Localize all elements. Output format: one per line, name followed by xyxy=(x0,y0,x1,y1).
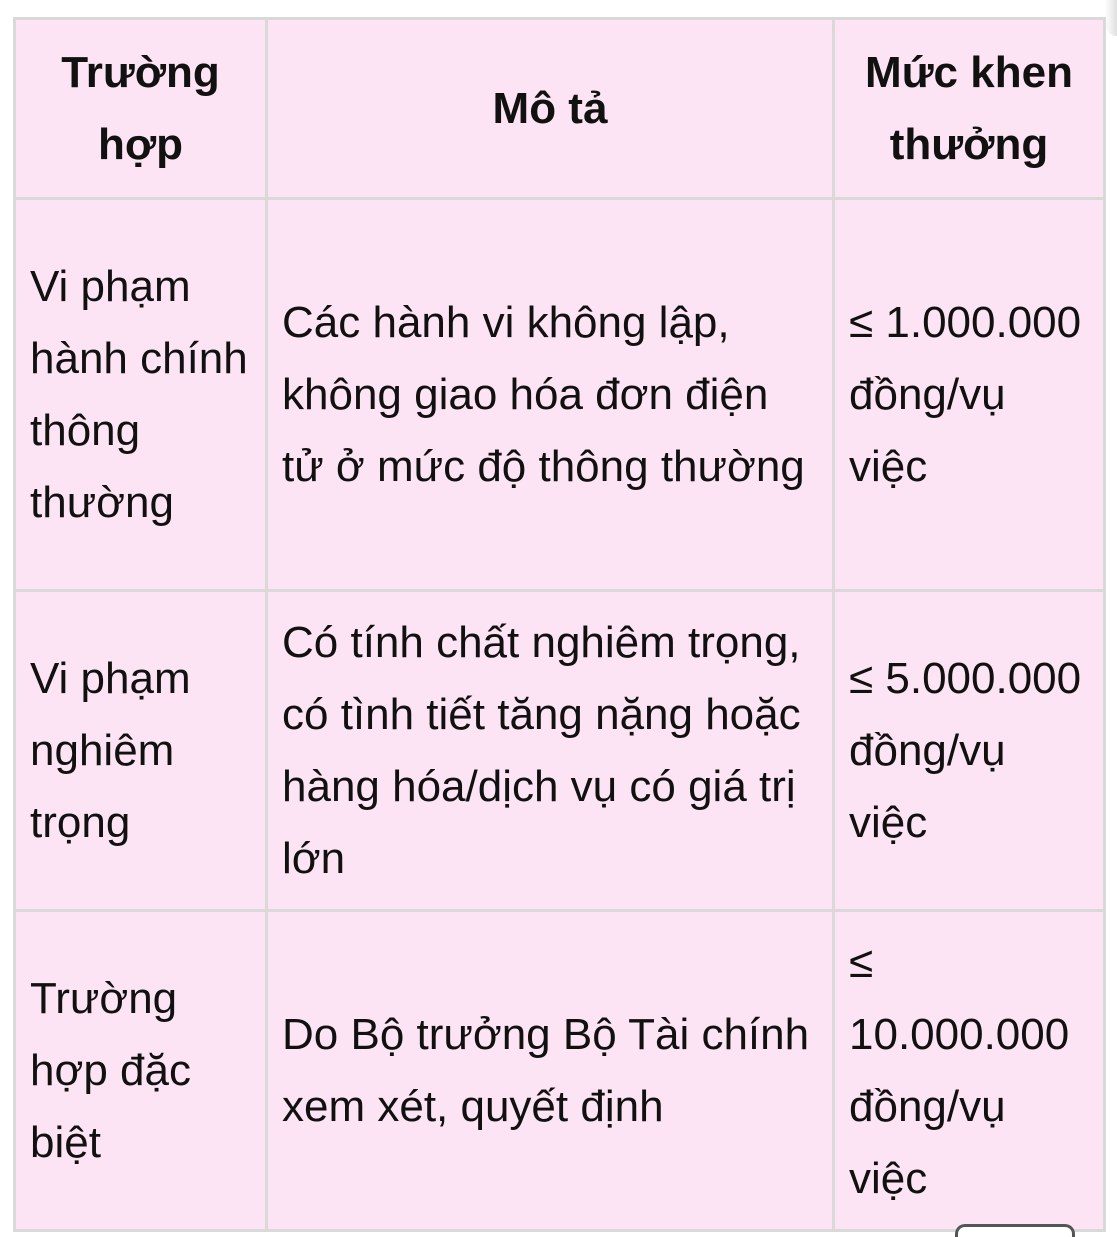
header-case xyxy=(15,19,267,199)
reward-text: ≤ 5.000.000 đồng/vụ việc xyxy=(849,653,1082,847)
header-description xyxy=(267,19,834,199)
header-reward xyxy=(834,19,1105,199)
description-text: Do Bộ trưởng Bộ Tài chính xem xét, quyết định xyxy=(282,1009,810,1131)
cell-description xyxy=(267,591,834,911)
table-header-row xyxy=(15,19,1105,199)
reward-text: ≤ 1.000.000 đồng/vụ việc xyxy=(849,297,1082,491)
cell-reward xyxy=(834,199,1105,591)
scroll-edge-shadow xyxy=(1105,0,1117,36)
case-text: Vi phạm nghiêm trọng xyxy=(30,653,191,847)
table-row xyxy=(15,911,1105,1231)
case-text: Trường hợp đặc biệt xyxy=(30,973,191,1167)
header-description-label: Mô tả xyxy=(492,83,608,133)
header-reward-label: Mức khen thưởng xyxy=(865,47,1073,169)
cell-description xyxy=(267,911,834,1231)
description-text: Các hành vi không lập, không giao hóa đơn điện tử ở mức độ thông thường xyxy=(282,297,805,491)
cell-case xyxy=(15,199,267,591)
cell-case xyxy=(15,911,267,1231)
cell-reward xyxy=(834,911,1105,1231)
reward-table xyxy=(13,17,1106,1232)
table-row xyxy=(15,199,1105,591)
cell-reward xyxy=(834,591,1105,911)
reward-text: ≤ 10.000.000 đồng/vụ việc xyxy=(849,937,1070,1203)
bottom-sheet-handle[interactable] xyxy=(955,1224,1075,1237)
header-case-label: Trường hợp xyxy=(61,47,220,169)
cell-case xyxy=(15,591,267,911)
case-text: Vi phạm hành chính thông thường xyxy=(30,261,248,527)
description-text: Có tính chất nghiêm trọng, có tình tiết tăng nặng hoặc hàng hóa/dịch vụ có giá trị lớn xyxy=(282,617,801,883)
cell-description xyxy=(267,199,834,591)
table-row xyxy=(15,591,1105,911)
